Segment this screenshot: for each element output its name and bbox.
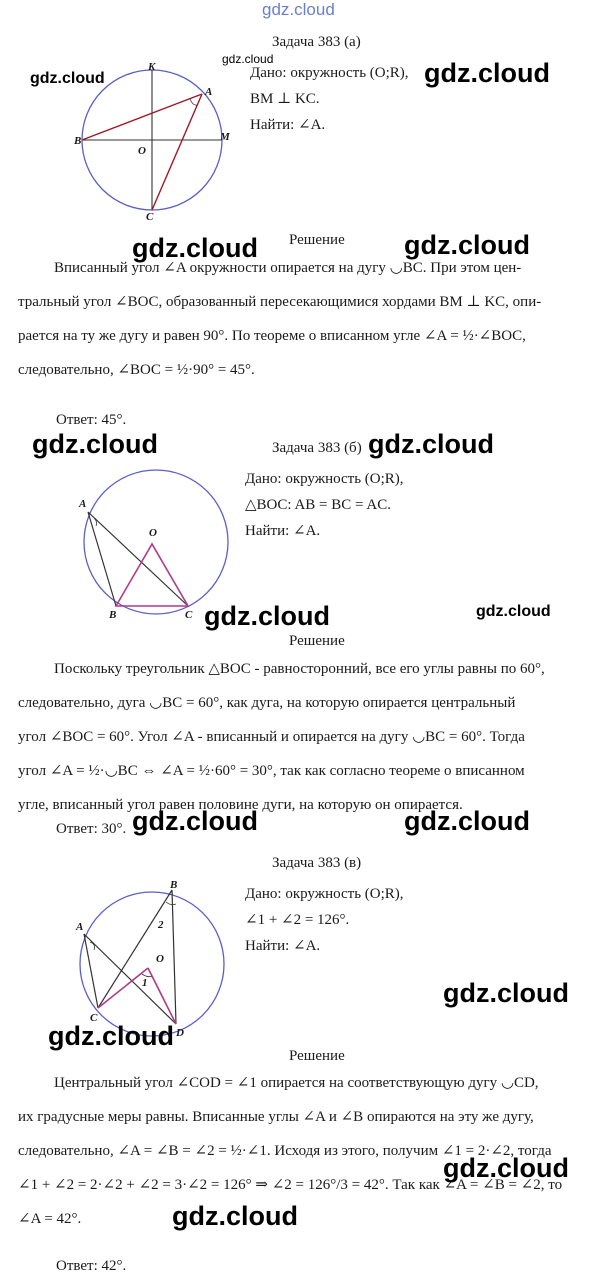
watermark: gdz.cloud <box>132 806 258 836</box>
watermark: gdz.cloud <box>404 806 530 836</box>
given-line: Найти: ∠A. <box>250 117 326 133</box>
task-c-line-bc <box>98 890 172 1008</box>
task-a-given <box>250 63 409 135</box>
task-c-angle-arc-b <box>166 902 176 905</box>
solution-line: тральный угол ∠BOC, образованный пересекающимися хордами BM ⊥ KC, опи- <box>18 294 542 310</box>
given-line: Дано: окружность (O;R), <box>250 65 409 81</box>
watermark: gdz.cloud <box>443 978 569 1008</box>
task-a-label-m: M <box>220 131 230 143</box>
task-b-circle <box>84 470 228 614</box>
task-c-label-b: B <box>170 879 178 891</box>
watermark: gdz.cloud <box>172 1201 298 1231</box>
task-a-title: Задача 383 (а) <box>272 34 361 50</box>
task-c-line-bd <box>172 890 176 1024</box>
task-c-label-d: D <box>176 1027 184 1039</box>
task-b-label-b: B <box>109 609 117 621</box>
solution-line: ∠1 + ∠2 = 2·∠2 + ∠2 = 3·∠2 = 126° ⇒ ∠2 = 126°/3 = 42°. Так как ∠A = ∠B = ∠2, то <box>18 1177 563 1193</box>
watermark: gdz.cloud <box>476 603 551 620</box>
solution-line: угол ∠BOC = 60°. Угол ∠A - вписанный и опирается на дугу ◡BC = 60°. Тогда <box>18 729 525 745</box>
solution-line: Поскольку треугольник △BOC - равносторонний, все его углы равны по 60°, <box>54 661 545 677</box>
task-c-label-o: O <box>156 953 164 965</box>
task-b-solution <box>18 652 580 822</box>
solution-line: рается на ту же дугу и равен 90°. По теореме о вписанном угле ∠A = ½·∠BOC, <box>18 328 526 344</box>
given-line: Дано: окружность (O;R), <box>245 471 404 487</box>
watermark: gdz.cloud <box>204 601 330 631</box>
task-b-label-c: C <box>185 609 193 621</box>
watermark: gdz.cloud <box>368 429 494 459</box>
task-b-given <box>245 469 404 541</box>
solution-line: их градусные меры равны. Вписанные углы ∠A и ∠B опираются на эту же дугу, <box>18 1109 534 1125</box>
task-a-label-b: B <box>74 135 82 147</box>
task-b-line-ab <box>88 512 116 606</box>
task-c-line-oc <box>98 968 148 1008</box>
task-b-figure <box>76 462 236 622</box>
solution-line: следовательно, ∠A = ∠B = ∠2 = ½·∠1. Исходя из этого, получим ∠1 = 2·∠2, тогда <box>18 1143 552 1159</box>
solution-line: ∠A = 42°. <box>18 1211 82 1227</box>
task-c-title: Задача 383 (в) <box>272 855 362 871</box>
solution-line: Центральный угол ∠COD = ∠1 опирается на соответствующую дугу ◡CD, <box>54 1075 539 1091</box>
task-a-solution <box>18 251 580 387</box>
watermark: gdz.cloud <box>132 233 258 263</box>
watermark-top: gdz.cloud <box>262 0 335 19</box>
given-line: Найти: ∠A. <box>245 938 321 954</box>
solution-line: угол ∠A = ½·◡BC ⇔ ∠A = ½·60° = 30°, так как согласно теореме о вписанном <box>18 763 525 779</box>
task-c-circle <box>80 892 224 1036</box>
task-c-given <box>245 884 404 956</box>
task-b-answer: Ответ: 30°. <box>56 821 127 837</box>
solution-line: угле, вписанный угол равен половине дуги, на которую он опирается. <box>18 797 463 813</box>
task-c-label-2: 2 <box>158 919 164 931</box>
watermark: gdz.cloud <box>48 1021 174 1051</box>
task-c-label-a: A <box>76 921 84 933</box>
task-a-label-o: O <box>138 145 146 157</box>
solution-line: следовательно, дуга ◡BC = 60°, как дуга, на которую опирается центральный <box>18 695 516 711</box>
task-b-triangle-boc <box>116 544 188 606</box>
task-c-figure <box>70 878 230 1043</box>
task-a-chord-ab <box>82 94 202 140</box>
watermark: gdz.cloud <box>32 429 158 459</box>
task-b-label-a: A <box>79 498 87 510</box>
task-c-line-od <box>148 968 176 1024</box>
task-c-label-1: 1 <box>142 977 148 989</box>
task-c-label-c: C <box>90 1012 98 1024</box>
task-b-line-ac <box>88 512 188 606</box>
given-line: ∠1 + ∠2 = 126°. <box>245 912 350 928</box>
given-line: Найти: ∠A. <box>245 523 321 539</box>
task-c-solution-heading: Решение <box>289 1048 345 1064</box>
task-c-answer: Ответ: 42°. <box>56 1258 127 1274</box>
given-line: △BOC: AB = BC = AC. <box>245 497 391 513</box>
given-line: BM ⊥ KC. <box>250 91 320 107</box>
task-a-chord-ac <box>152 94 202 210</box>
task-a-angle-arc <box>190 99 197 105</box>
watermark: gdz.cloud <box>30 70 105 87</box>
watermark: gdz.cloud <box>404 230 530 260</box>
watermark: gdz.cloud <box>424 58 550 88</box>
task-b-solution-heading: Решение <box>289 633 345 649</box>
task-b-label-o: O <box>149 527 157 539</box>
solution-line: Вписанный угол ∠A окружности опирается на дугу ◡BC. При этом цен- <box>54 260 522 276</box>
task-a-label-c: C <box>146 211 154 223</box>
solution-line: следовательно, ∠BOC = ½·90° = 45°. <box>18 362 255 378</box>
task-c-solution <box>18 1066 580 1236</box>
task-a-answer: Ответ: 45°. <box>56 412 127 428</box>
task-a-label-a: A <box>205 86 213 98</box>
task-b-title: Задача 383 (б) <box>272 440 362 456</box>
task-a-label-k: K <box>148 61 156 73</box>
task-a-solution-heading: Решение <box>289 232 345 248</box>
watermark: gdz.cloud <box>443 1153 569 1183</box>
watermark: gdz.cloud <box>222 52 274 66</box>
given-line: Дано: окружность (O;R), <box>245 886 404 902</box>
